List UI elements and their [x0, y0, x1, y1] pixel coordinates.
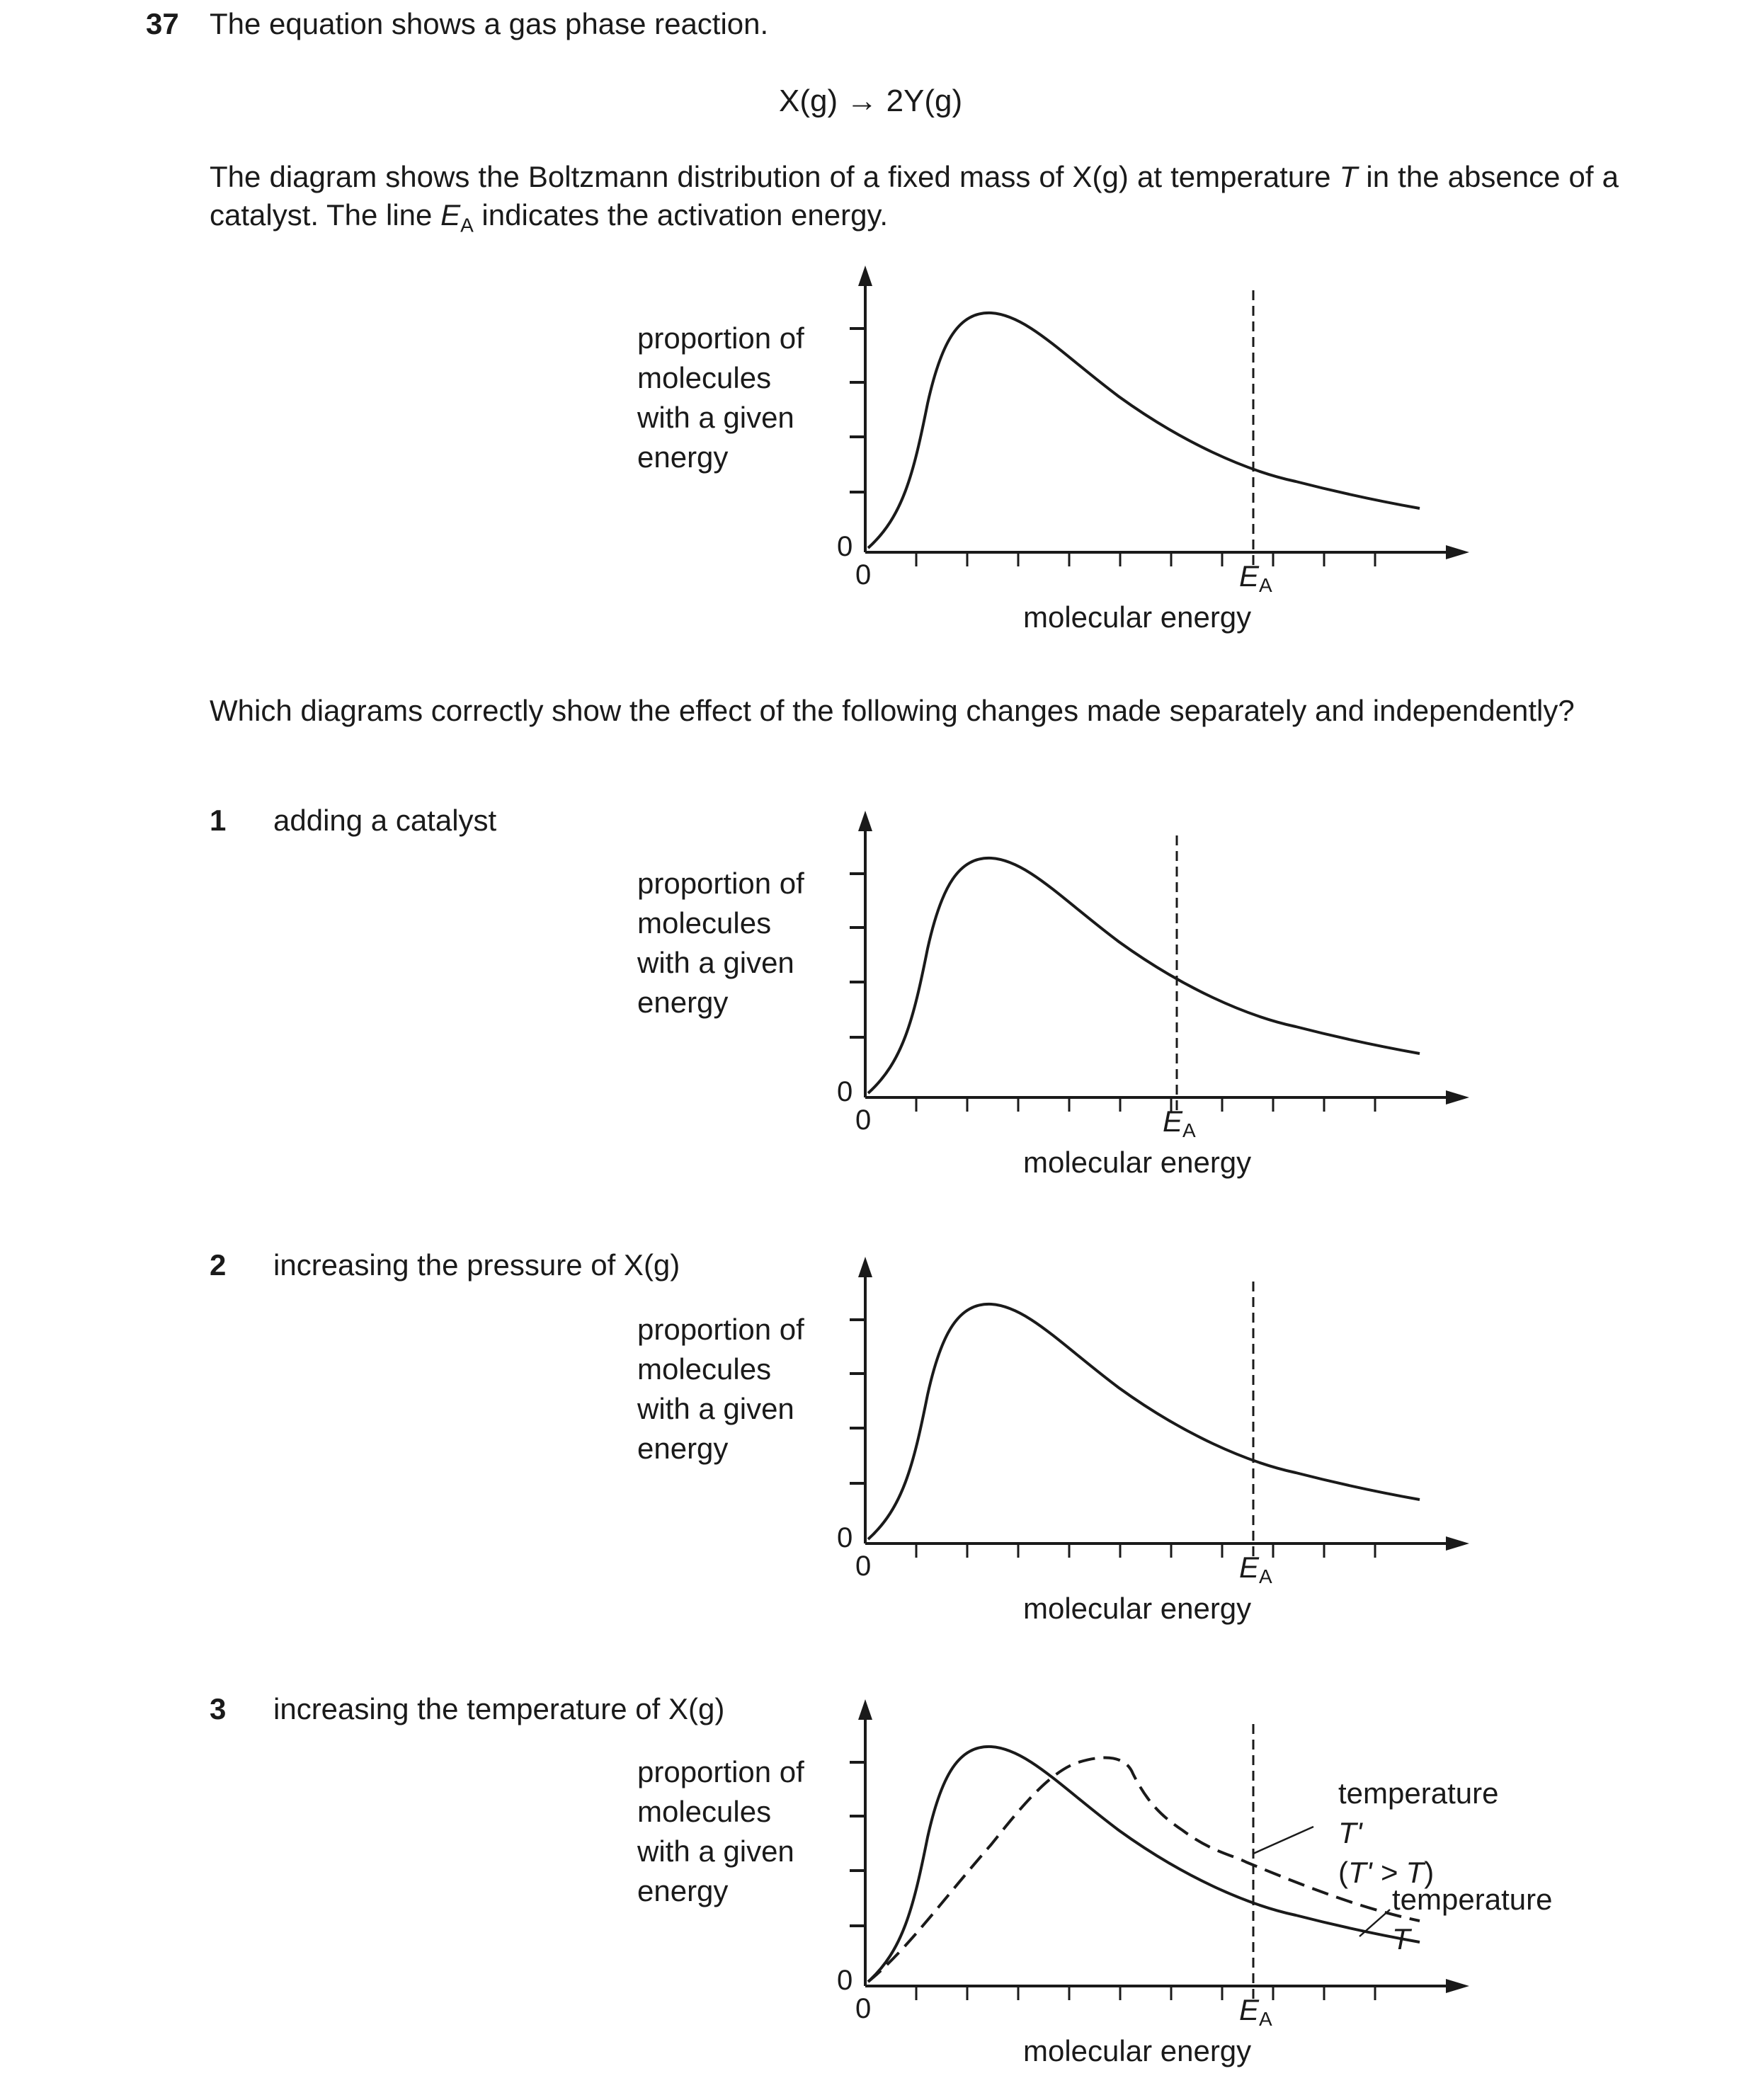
boltzmann-graph-temperature [623, 1696, 1553, 2092]
diagram-description: The diagram shows the Boltzmann distribution of a fixed mass of X(g) at temperature T in the absence of a catalyst. The line $E_A$ indicates the activation energy. [210, 160, 1619, 236]
origin-x-label: 0 [855, 1551, 872, 1582]
distribution-curve-T [868, 1747, 1420, 1982]
y-axis-label-line: proportion of [637, 1313, 804, 1346]
distribution-curve-T-prime [868, 1757, 1420, 1982]
origin-y-label: 0 [837, 531, 853, 562]
x-axis-arrow [1446, 1090, 1469, 1105]
question-number: 37 [146, 7, 179, 40]
y-axis-label-line: with a given [637, 946, 794, 979]
y-axis-label-line: energy [637, 440, 729, 474]
option-3-text: increasing the temperature of X(g) [273, 1692, 725, 1725]
option-3-number: 3 [210, 1692, 227, 1725]
x-axis-arrow [1446, 545, 1469, 559]
y-axis-label-line: molecules [637, 1795, 772, 1828]
y-axis-arrow [858, 1699, 872, 1720]
distribution-curve-T [868, 313, 1420, 548]
y-axis-label-line: proportion of [637, 867, 804, 900]
origin-y-label: 0 [837, 1522, 853, 1553]
option-2-number: 2 [210, 1248, 227, 1282]
reaction-equation: X(g) → 2Y(g) [779, 84, 963, 118]
y-axis-label-line: proportion of [637, 1755, 804, 1788]
y-axis-label [637, 319, 804, 477]
ea-label: $E_A$ [1163, 1105, 1196, 1141]
y-axis-label-line: molecules [637, 906, 772, 940]
ea-label: $E_A$ [1239, 559, 1272, 596]
y-axis-arrow [858, 811, 872, 831]
origin-y-label: 0 [837, 1965, 853, 1996]
y-axis-arrow [858, 266, 872, 286]
y-axis-label [637, 1752, 804, 1911]
y-axis-label [637, 1310, 804, 1468]
x-axis-label: molecular energy [1023, 600, 1252, 634]
option-1-text: adding a catalyst [273, 804, 497, 837]
ea-label: $E_A$ [1239, 1993, 1272, 2030]
y-axis-label-line: with a given [637, 1834, 794, 1868]
x-axis-label: molecular energy [1023, 1592, 1252, 1625]
x-axis-arrow [1446, 1979, 1469, 1993]
x-axis-label: molecular energy [1023, 1146, 1252, 1179]
y-axis-label-line: molecules [637, 361, 772, 394]
y-axis-label-line: molecules [637, 1352, 772, 1386]
ea-label: $E_A$ [1239, 1551, 1272, 1587]
y-axis-label-line: proportion of [637, 321, 804, 355]
y-axis-label-line: with a given [637, 1392, 794, 1425]
legend-t: temperature T [1392, 1883, 1553, 1956]
x-axis-arrow [1446, 1536, 1469, 1551]
distribution-curve-T [868, 1304, 1420, 1539]
legend-leader-T-prime [1253, 1827, 1313, 1854]
option-1-number: 1 [210, 804, 227, 837]
y-axis-arrow [858, 1257, 872, 1277]
origin-y-label: 0 [837, 1076, 853, 1107]
y-axis-label [637, 864, 804, 1022]
legend-t-prime: temperature T' (T' > T) [1338, 1776, 1499, 1889]
origin-x-label: 0 [855, 559, 872, 590]
question-intro: The equation shows a gas phase reaction. [210, 7, 769, 40]
x-axis-label: molecular energy [1023, 2034, 1252, 2067]
boltzmann-graph-original [623, 262, 1529, 658]
origin-x-label: 0 [855, 1105, 872, 1136]
distribution-curve-T [868, 858, 1420, 1093]
question-prompt: Which diagrams correctly show the effect of the following changes made separately and independently? [210, 694, 1575, 727]
y-axis-label-line: with a given [637, 401, 794, 434]
origin-x-label: 0 [855, 1993, 872, 2024]
y-axis-label-line: energy [637, 1432, 729, 1465]
option-2-text: increasing the pressure of X(g) [273, 1248, 680, 1282]
boltzmann-graph-pressure [623, 1253, 1529, 1650]
y-axis-label-line: energy [637, 1874, 729, 1907]
y-axis-label-line: energy [637, 986, 729, 1019]
boltzmann-graph-catalyst [623, 807, 1529, 1204]
